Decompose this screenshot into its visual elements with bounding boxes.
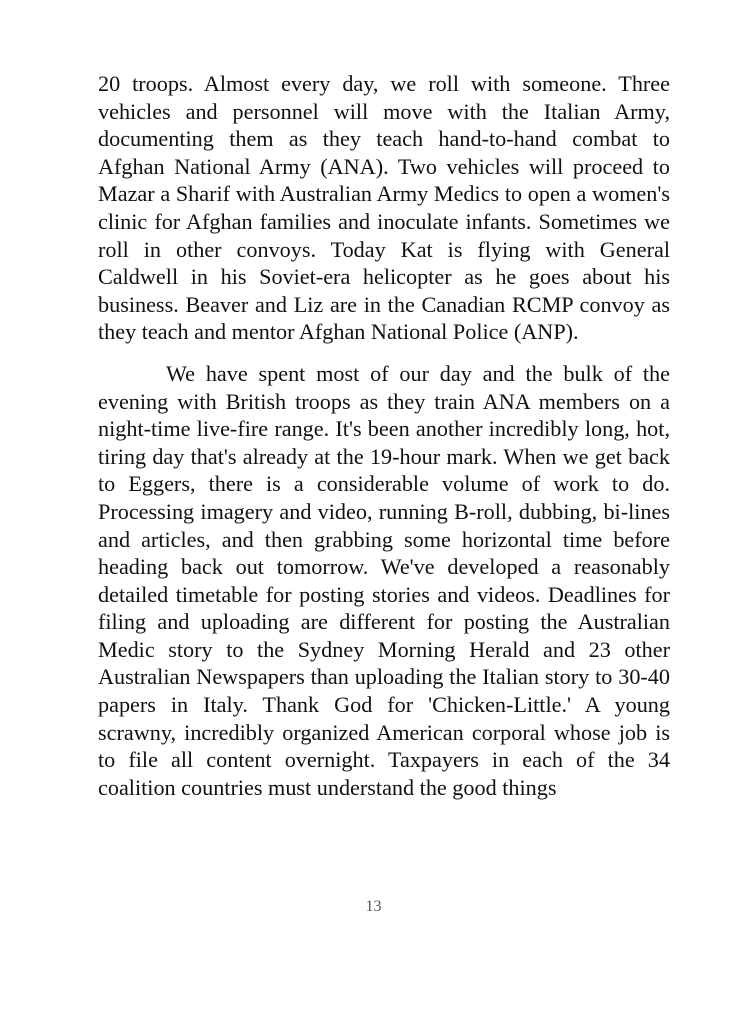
body-text bbox=[98, 70, 670, 801]
paragraph-british-troops: We have spent most of our day and the bulk of the evening with British troops as they train ANA members on a night-time live-fire range. It's been another incredibly long, hot, tiring day that's already at the 19-hour mark. When we get back to Eggers, there is a considerable volume of work to do. Processing imagery and video, running B-roll, dubbing, bi-lines and articles, and then grabbing some horizontal time before heading back out tomorrow. We've developed a reasonably detailed timetable for posting stories and videos. Deadlines for filing and uploading are different for posting the Australian Medic story to the Sydney Morning Herald and 23 other Australian Newspapers than uploading the Italian story to 30-40 papers in Italy. Thank God for 'Chicken-Little.' A young scrawny, incredibly organized American corporal whose job is to file all content overnight. Taxpayers in each of the 34 coalition countries must understand the good things bbox=[98, 360, 670, 800]
page-number: 13 bbox=[365, 898, 382, 915]
paragraph-continuation: 20 troops. Almost every day, we roll with someone. Three vehicles and personnel will move with the Italian Army, documenting them as they teach hand-to-hand combat to Afghan National Army (ANA). Two vehicles will proceed to Mazar a Sharif with Australian Army Medics to open a women's clinic for Afghan families and inoculate infants. Sometimes we roll in other convoys. Today Kat is flying with General Caldwell in his Soviet-era helicopter as he goes about his business. Beaver and Liz are in the Canadian RCMP convoy as they teach and mentor Afghan National Police (ANP). bbox=[98, 71, 670, 345]
